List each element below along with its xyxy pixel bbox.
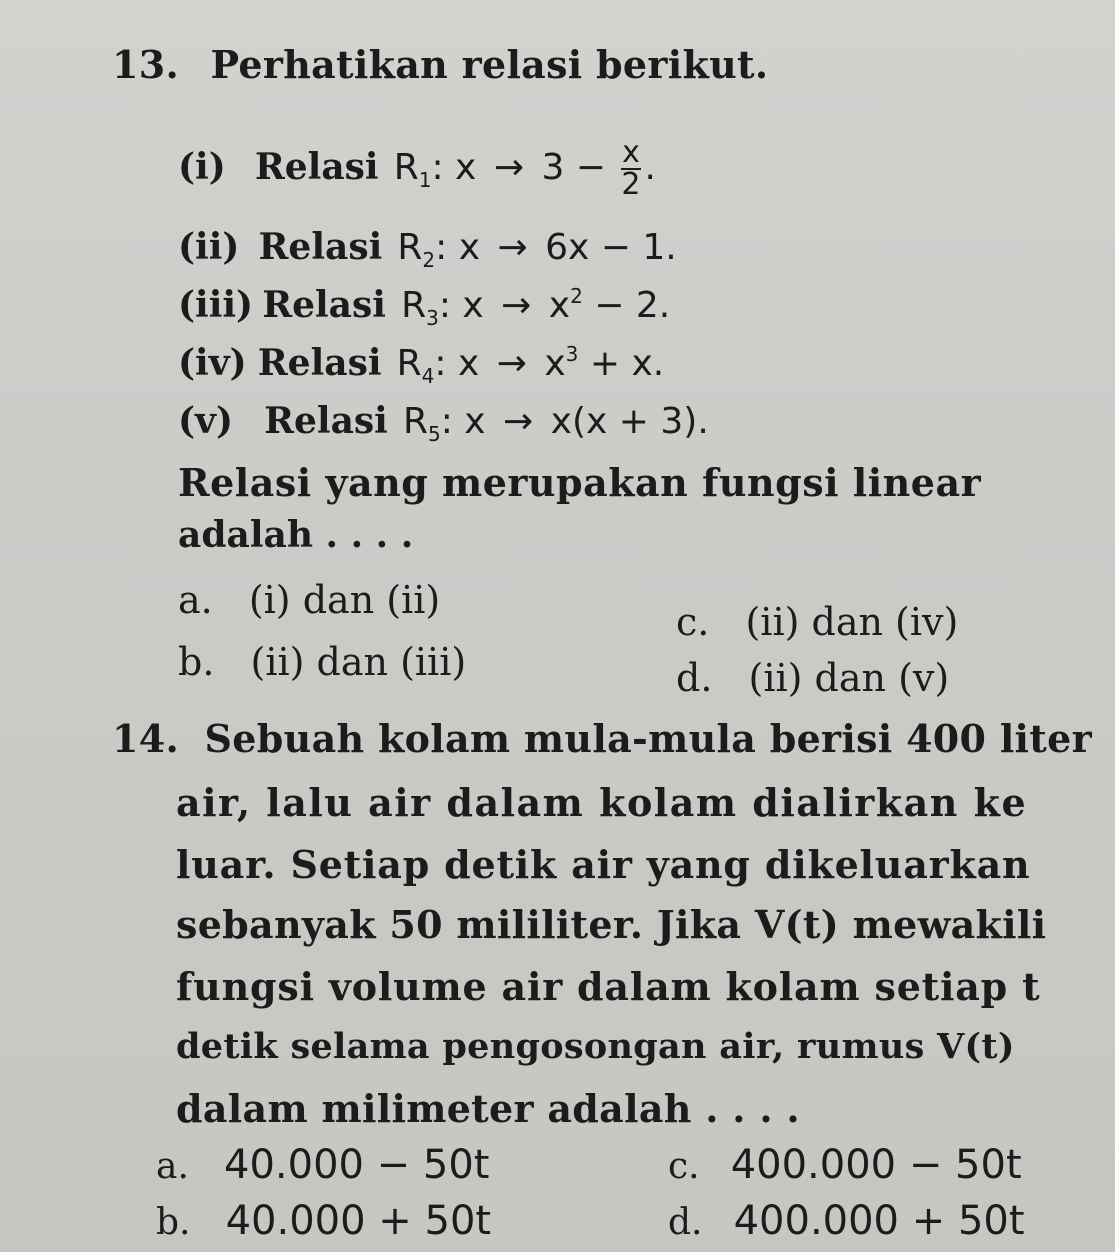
relation-name: R <box>396 343 422 384</box>
relation-rhs-base: x <box>544 343 566 384</box>
relation-subscript: 1 <box>418 168 432 192</box>
relation-label: (ii) <box>178 226 240 268</box>
relation-lhs: : x <box>438 285 484 326</box>
relation-lhs: : x <box>434 343 480 384</box>
relation-expression <box>396 342 665 388</box>
relation-name: R <box>402 401 428 442</box>
relation-1 <box>178 135 656 202</box>
relation-rhs: x(x + 3). <box>550 401 709 442</box>
q14-line-1: Sebuah kolam mula-mula berisi 400 liter <box>204 716 1092 761</box>
relation-expression <box>401 284 671 330</box>
option-text: 400.000 + 50t <box>733 1198 1025 1244</box>
q13-question-line-2: adalah . . . . <box>178 514 414 556</box>
relation-word: Relasi <box>254 146 379 188</box>
q14-line-7: dalam milimeter adalah . . . . <box>176 1086 800 1131</box>
arrow-icon: → <box>497 227 528 268</box>
option-letter: b. <box>178 640 215 684</box>
q13-heading <box>112 42 768 87</box>
q14-option-c[interactable] <box>668 1142 1022 1188</box>
relation-3 <box>178 284 670 330</box>
relation-5 <box>178 400 709 446</box>
q13-question-line-1: Relasi yang merupakan fungsi linear <box>178 460 982 505</box>
relation-rhs-base: x <box>548 285 571 326</box>
arrow-icon: → <box>501 285 532 326</box>
relation-rhs-prefix: 3 − <box>541 147 606 188</box>
relation-4 <box>178 342 664 388</box>
option-letter: b. <box>156 1202 191 1243</box>
relation-lhs: : x <box>435 227 481 268</box>
relation-label: (v) <box>178 400 233 442</box>
relation-label: (iii) <box>178 284 254 326</box>
relation-rhs-exponent: 3 <box>565 342 579 366</box>
relation-2 <box>178 226 677 272</box>
q13-option-c[interactable] <box>676 600 958 644</box>
option-letter: a. <box>178 578 213 622</box>
relation-word: Relasi <box>262 284 386 326</box>
relation-name: R <box>397 227 423 268</box>
relation-word: Relasi <box>258 226 383 268</box>
relation-subscript: 3 <box>426 306 439 330</box>
option-text: 400.000 − 50t <box>730 1142 1022 1188</box>
option-letter: c. <box>676 600 710 644</box>
relation-rhs-tail: + x. <box>578 343 665 384</box>
option-text: 40.000 − 50t <box>224 1142 490 1188</box>
relation-lhs: : x <box>431 147 477 188</box>
relation-word: Relasi <box>257 342 382 384</box>
option-letter: d. <box>676 656 713 700</box>
option-text: 40.000 + 50t <box>225 1198 492 1244</box>
arrow-icon: → <box>496 343 527 384</box>
relation-label: (i) <box>178 146 226 188</box>
q13-option-a[interactable] <box>178 578 440 622</box>
relation-subscript: 2 <box>422 248 436 272</box>
q14-number: 14. <box>112 716 180 761</box>
relation-name: R <box>393 147 419 188</box>
relation-rhs: 6x − 1. <box>545 227 677 268</box>
q14-line-5: fungsi volume air dalam kolam setiap t <box>176 964 1041 1009</box>
q14-option-b[interactable] <box>156 1198 491 1244</box>
relation-expression <box>402 401 709 446</box>
relation-lhs: : x <box>440 401 486 442</box>
arrow-icon: → <box>493 147 524 188</box>
q14-line-6: detik selama pengosongan air, rumus V(t) <box>176 1026 1015 1067</box>
relation-name: R <box>401 285 427 326</box>
q13-option-d[interactable] <box>676 656 949 700</box>
arrow-icon: → <box>503 401 534 442</box>
q13-prompt: Perhatikan relasi berikut. <box>210 42 769 87</box>
option-text: (i) dan (ii) <box>248 578 441 622</box>
q14-line-2: air, lalu air dalam kolam dialirkan ke <box>176 780 1028 825</box>
relation-rhs-exponent: 2 <box>570 284 583 308</box>
q14-line-4: sebanyak 50 mililiter. Jika V(t) mewakili <box>176 902 1047 947</box>
fraction-denominator: 2 <box>621 167 641 202</box>
relation-expression <box>397 227 677 272</box>
q14-option-a[interactable] <box>156 1142 490 1188</box>
option-letter: a. <box>156 1146 189 1187</box>
relation-expression <box>393 135 656 202</box>
option-text: (ii) dan (iii) <box>250 640 467 684</box>
option-letter: c. <box>668 1146 700 1187</box>
relation-label: (iv) <box>178 342 247 384</box>
q14-option-d[interactable] <box>668 1198 1025 1244</box>
relation-subscript: 4 <box>421 364 435 388</box>
fraction <box>621 135 641 202</box>
q13-option-b[interactable] <box>178 640 466 684</box>
relation-rhs-suffix: . <box>644 147 656 188</box>
q14-heading <box>112 716 1092 761</box>
fraction-numerator: x <box>622 135 640 170</box>
option-letter: d. <box>668 1202 703 1243</box>
relation-subscript: 5 <box>427 422 441 446</box>
option-text: (ii) dan (v) <box>748 656 950 700</box>
relation-word: Relasi <box>264 400 388 442</box>
option-text: (ii) dan (iv) <box>745 600 959 644</box>
relation-rhs-tail: − 2. <box>582 285 671 326</box>
q14-line-3: luar. Setiap detik air yang dikeluarkan <box>176 842 1031 887</box>
q13-number: 13. <box>112 42 180 87</box>
